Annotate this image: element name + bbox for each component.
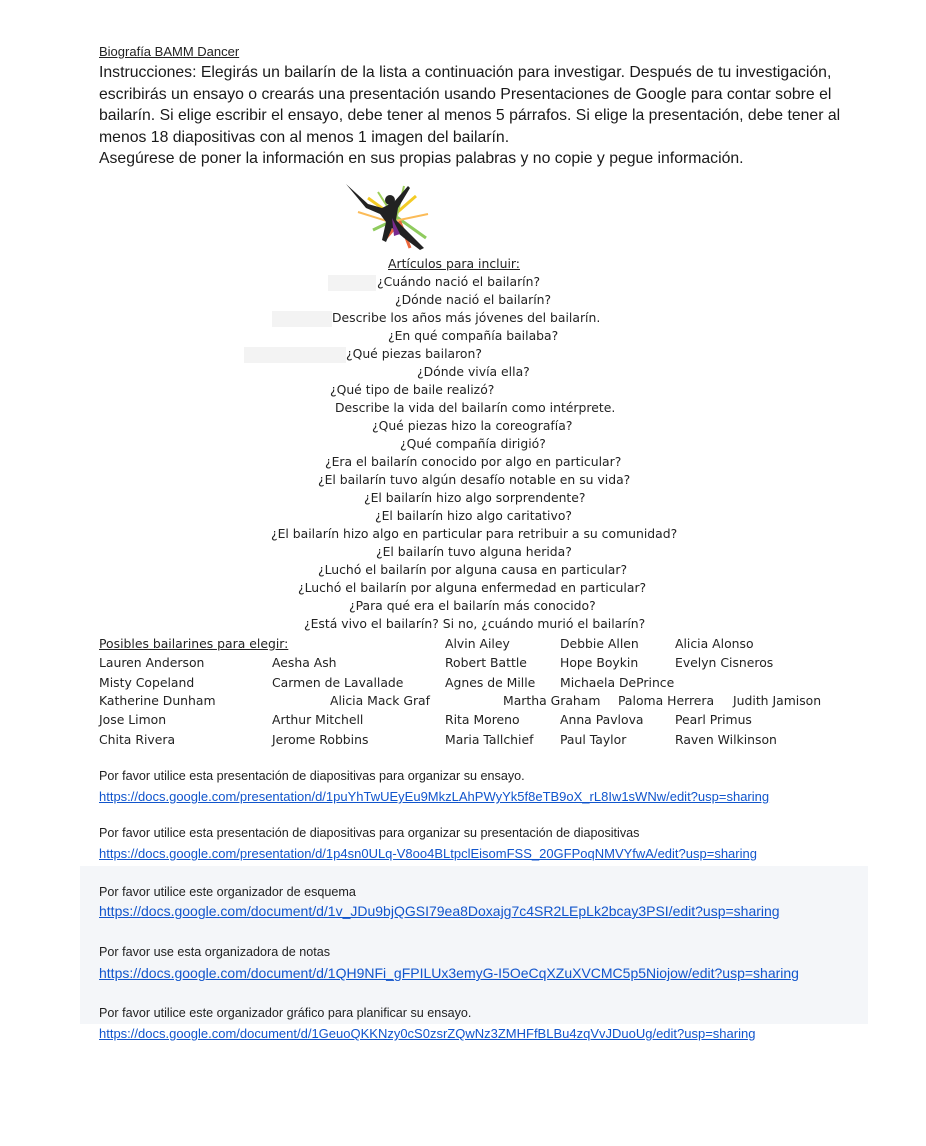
dancer-name: Pearl Primus bbox=[675, 712, 752, 727]
dancer-name: Anna Pavlova bbox=[560, 712, 644, 727]
question-item: ¿Luchó el bailarín por alguna causa en particular? bbox=[318, 562, 628, 577]
question-item: ¿Qué piezas bailaron? bbox=[346, 346, 482, 361]
instructions bbox=[99, 62, 859, 170]
question-item: ¿Dónde vivía ella? bbox=[417, 364, 530, 379]
question-item: ¿El bailarín tuvo algún desafío notable en su vida? bbox=[318, 472, 631, 487]
highlight-shade bbox=[244, 347, 346, 363]
question-item: ¿Dónde nació el bailarín? bbox=[395, 292, 552, 307]
document-title: Biografía BAMM Dancer bbox=[99, 44, 240, 59]
dancer-name: Jerome Robbins bbox=[272, 732, 369, 747]
dancer-name: Aesha Ash bbox=[272, 655, 337, 670]
dancer-name: Michaela DePrince bbox=[560, 675, 675, 690]
dancer-name: Carmen de Lavallade bbox=[272, 675, 404, 690]
question-item: ¿Qué tipo de baile realizó? bbox=[330, 382, 495, 397]
question-item: ¿Era el bailarín conocido por algo en particular? bbox=[325, 454, 622, 469]
dancer-name: Debbie Allen bbox=[560, 636, 639, 651]
resource-intro: Por favor utilice este organizador gráfico para planificar su ensayo. bbox=[99, 1006, 472, 1020]
instructions-note: Asegúrese de poner la información en sus propias palabras y no copie y pegue información. bbox=[99, 150, 744, 167]
question-item: ¿El bailarín hizo algo en particular para retribuir a su comunidad? bbox=[271, 526, 678, 541]
resource-link[interactable]: https://docs.google.com/presentation/d/1puYhTwUEyEu9MkzLAhPWyYk5f8eTB9oX_rL8Iw1sWNw/edit?usp=sharing bbox=[99, 789, 770, 804]
resource-intro: Por favor utilice este organizador de esquema bbox=[99, 885, 356, 899]
dancer-name: Judith Jamison bbox=[733, 693, 822, 708]
question-item: ¿Qué piezas hizo la coreografía? bbox=[372, 418, 573, 433]
dancer-name: Agnes de Mille bbox=[445, 675, 536, 690]
question-item: Describe los años más jóvenes del bailarín. bbox=[332, 310, 601, 325]
dancer-name: Rita Moreno bbox=[445, 712, 520, 727]
question-item: ¿Qué compañía dirigió? bbox=[400, 436, 546, 451]
dancer-name: Maria Tallchief bbox=[445, 732, 534, 747]
highlight-shade bbox=[272, 311, 332, 327]
question-item: ¿Está vivo el bailarín? Si no, ¿cuándo murió el bailarín? bbox=[304, 616, 646, 631]
resource-link[interactable]: https://docs.google.com/document/d/1QH9NFi_gFPILUx3emyG-I5OeCqXZuXVCMC5p5Niojow/edit?usp=sharing bbox=[99, 965, 799, 981]
dancer-name: Misty Copeland bbox=[99, 675, 195, 690]
dancer-name: Hope Boykin bbox=[560, 655, 639, 670]
dancer-name: Paul Taylor bbox=[560, 732, 627, 747]
dancer-name: Chita Rivera bbox=[99, 732, 176, 747]
dancer-name: Alicia Mack Graf bbox=[330, 693, 431, 708]
highlight-shade bbox=[328, 275, 376, 291]
dancer-name: Katherine Dunham bbox=[99, 693, 216, 708]
resource-link[interactable]: https://docs.google.com/presentation/d/1p4sn0ULq-V8oo4BLtpclEisomFSS_20GFPoqNMVYfwA/edit?usp=sharing bbox=[99, 846, 757, 861]
dancer-name: Lauren Anderson bbox=[99, 655, 205, 670]
dancer-name: Alicia Alonso bbox=[675, 636, 754, 651]
dancer-name: Martha Graham bbox=[503, 693, 601, 708]
resource-intro: Por favor utilice esta presentación de diapositivas para organizar su presentación de diapositivas bbox=[99, 826, 640, 840]
questions-header: Artículos para incluir: bbox=[388, 256, 520, 271]
instructions-paragraph: Instrucciones: Elegirás un bailarín de la lista a continuación para investigar. Después de tu investigación, escribirás un ensayo o crearás una presentación usando Presentaciones de Google para contar sobre el bailarín. Si elige escribir el ensayo, debe tener al menos 5 párrafos. Si elige la presentación, debe tener al menos 18 diapositivas con al menos 1 imagen del bailarín. bbox=[99, 64, 841, 146]
question-item: Describe la vida del bailarín como intérprete. bbox=[335, 400, 616, 415]
question-item: ¿En qué compañía bailaba? bbox=[388, 328, 559, 343]
dancer-name: Evelyn Cisneros bbox=[675, 655, 774, 670]
resource-intro: Por favor utilice esta presentación de diapositivas para organizar su ensayo. bbox=[99, 769, 525, 783]
dancers-header: Posibles bailarines para elegir: bbox=[99, 636, 289, 651]
dancer-name: Robert Battle bbox=[445, 655, 527, 670]
dancer-silhouette-icon bbox=[338, 178, 442, 252]
dancer-name: Arthur Mitchell bbox=[272, 712, 364, 727]
dancer-name: Raven Wilkinson bbox=[675, 732, 777, 747]
dancer-name: Alvin Ailey bbox=[445, 636, 510, 651]
resource-link[interactable]: https://docs.google.com/document/d/1GeuoQKKNzy0cS0zsrZQwNz3ZMHFfBLBu4zqVvJDuoUg/edit?usp=sharing bbox=[99, 1026, 756, 1041]
resource-intro: Por favor use esta organizadora de notas bbox=[99, 945, 331, 959]
question-item: ¿Luchó el bailarín por alguna enfermedad en particular? bbox=[298, 580, 647, 595]
question-item: ¿El bailarín tuvo alguna herida? bbox=[376, 544, 572, 559]
question-item: ¿Cuándo nació el bailarín? bbox=[377, 274, 541, 289]
question-item: ¿Para qué era el bailarín más conocido? bbox=[349, 598, 596, 613]
question-item: ¿El bailarín hizo algo caritativo? bbox=[375, 508, 572, 523]
dancer-name: Jose Limon bbox=[99, 712, 167, 727]
dancer-name: Paloma Herrera bbox=[618, 693, 715, 708]
question-item: ¿El bailarín hizo algo sorprendente? bbox=[364, 490, 586, 505]
resource-link[interactable]: https://docs.google.com/document/d/1v_JDu9bjQGSI79ea8Doxajg7c4SR2LEpLk2bcay3PSI/edit?usp=sharing bbox=[99, 903, 780, 919]
